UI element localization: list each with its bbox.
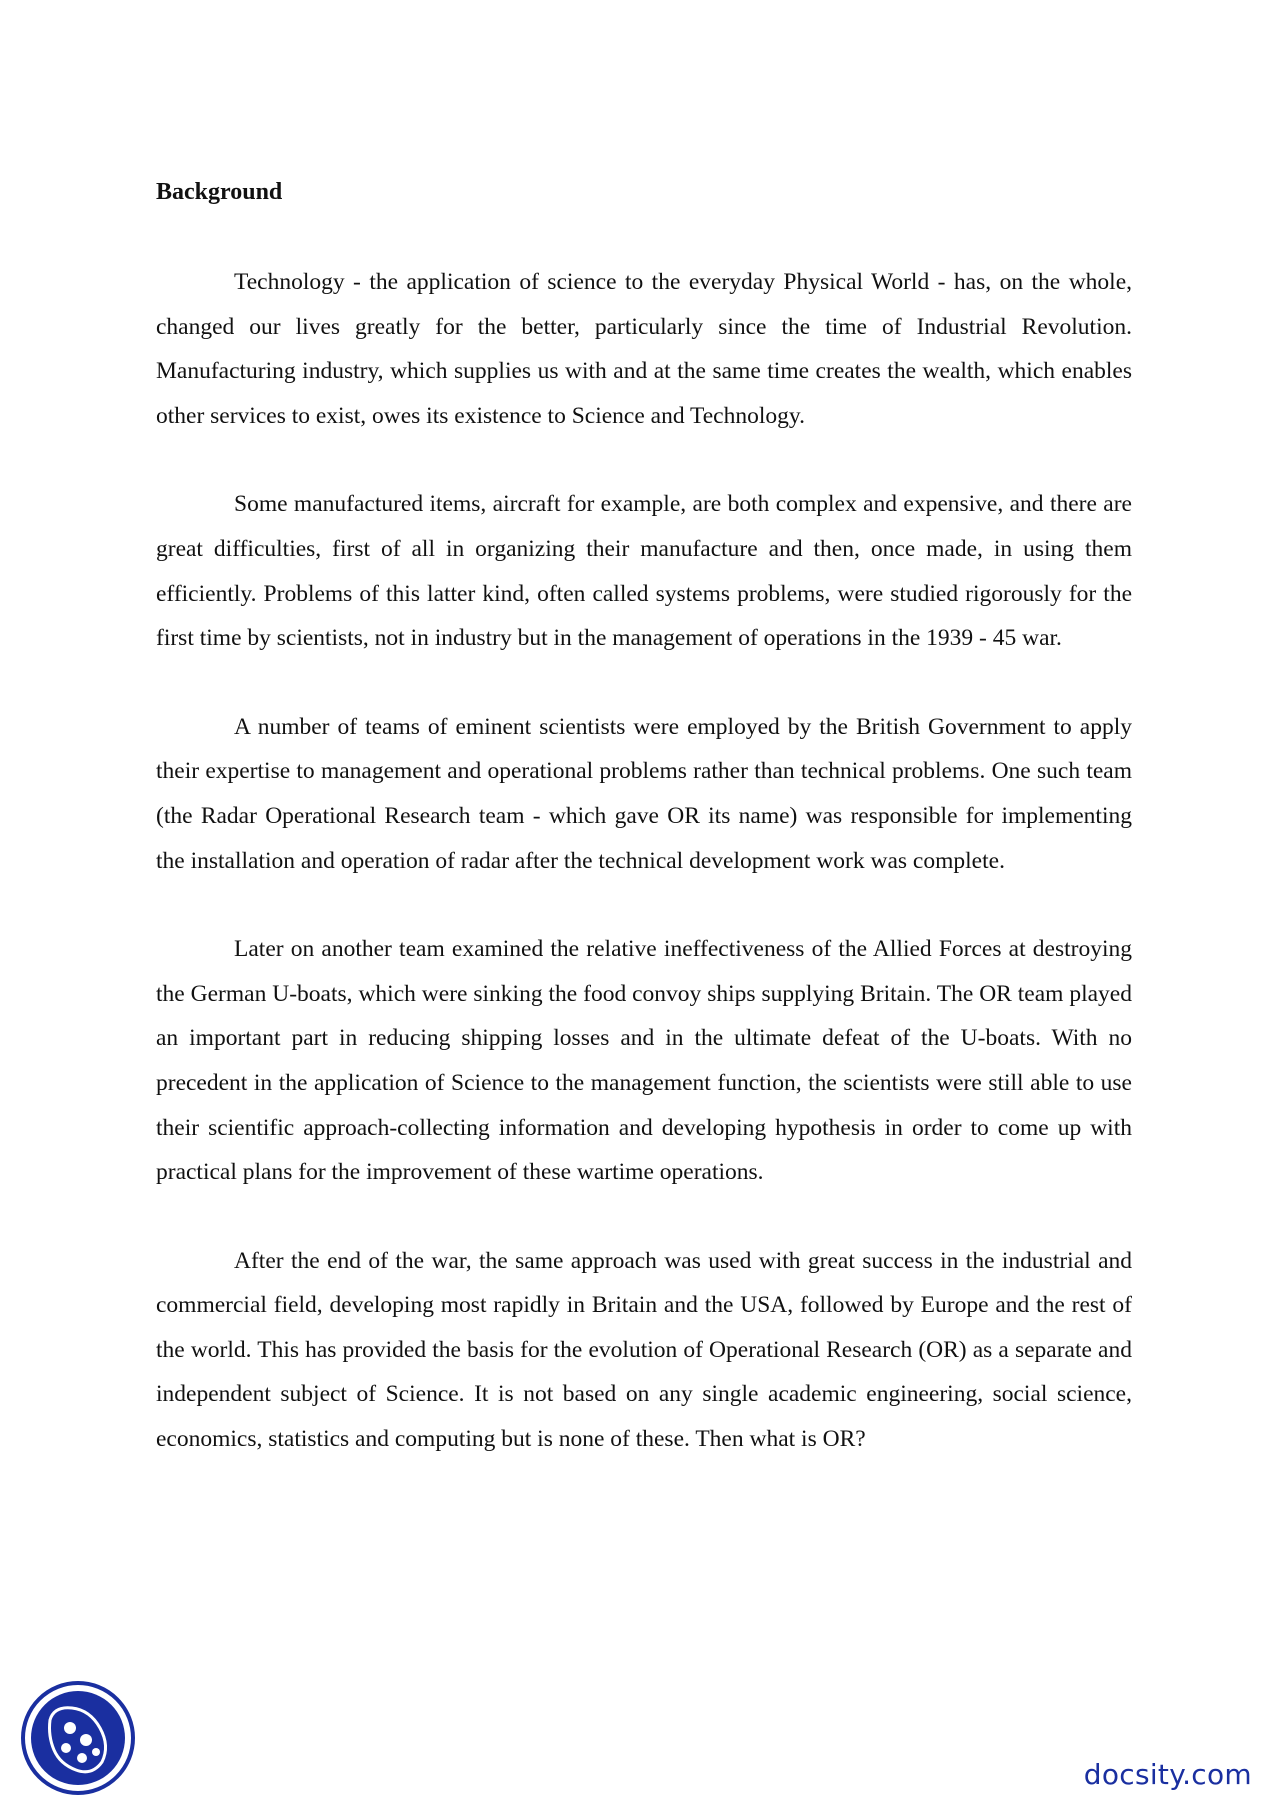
paragraph-4: Later on another team examined the relative ineffectiveness of the Allied Forces at destroying the German U-boats, which were sinking the food convoy ships supplying Britain. The OR team played an important part in reducing shipping losses and in the ultimate defeat of the U-boats. With no precedent in the application of Science to the management function, the scientists were still able to use their scientific approach-collecting information and developing hypothesis in order to come up with practical plans for the improvement of these wartime operations. — [156, 936, 1132, 1186]
docsity-logo-icon — [20, 1680, 136, 1796]
section-heading: Background — [156, 179, 283, 205]
paragraph-5: After the end of the war, the same approach was used with great success in the industrial and commercial field, developing most rapidly in Britain and the USA, followed by Europe and the rest of the world. This has provided the basis for the evolution of Operational Research (OR) as a separate and independent subject of Science. It is not based on any single academic engineering, social science, economics, statistics and computing but is none of these. Then what is OR? — [156, 1247, 1132, 1453]
paragraph-2: Some manufactured items, aircraft for example, are both complex and expensive, and there are great difficulties, first of all in organizing their manufacture and then, once made, in using them efficiently. Problems of this latter kind, often called systems problems, were studied rigorously for the first time by scientists, not in industry but in the management of operations in the 1939 - 45 war. — [156, 491, 1132, 652]
document-body — [156, 172, 1132, 1506]
docsity-brand-text: docsity.com — [1083, 1758, 1252, 1791]
paragraph-3: A number of teams of eminent scientists were employed by the British Government to apply their expertise to management and operational problems rather than technical problems. One such team (the Radar Operational Research team - which gave OR its name) was responsible for implementing the installation and operation of radar after the technical development work was complete. — [156, 713, 1132, 874]
paragraph-1: Technology - the application of science to the everyday Physical World - has, on the whole, changed our lives greatly for the better, particularly since the time of Industrial Revolution. Manufacturing industry, which supplies us with and at the same time creates the wealth, which enables other services to exist, owes its existence to Science and Technology. — [156, 269, 1132, 429]
